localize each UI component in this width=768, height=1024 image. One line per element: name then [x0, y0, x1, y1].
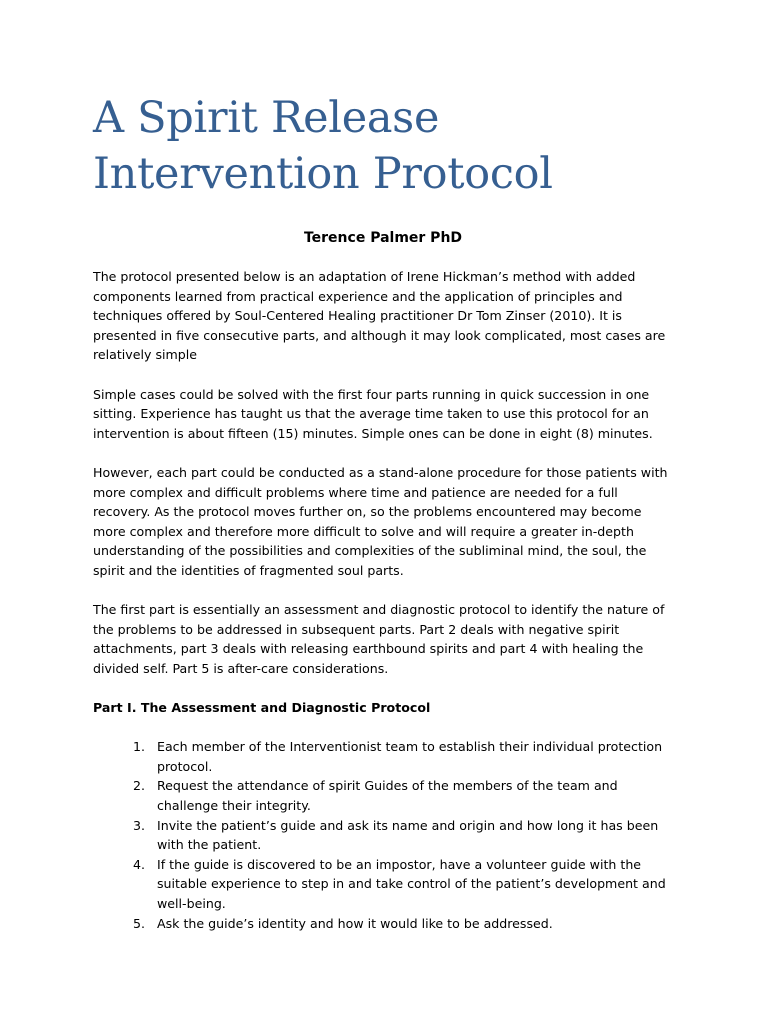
list-item-text: Ask the guide’s identity and how it would like to be addressed. [157, 915, 553, 931]
title-line-1: A Spirit Release [93, 93, 440, 143]
list-item-number: 5. [133, 915, 146, 931]
paragraph-simple-cases: Simple cases could be solved with the first four parts running in quick succession in one sitting. Experience has taught us that the average time taken to use this protocol for an intervention is about fifteen (15) minutes. Simple ones can be done in eight (8) minutes. [93, 386, 653, 441]
section-heading: Part I. The Assessment and Diagnostic Protocol [93, 700, 431, 716]
list-item [93, 776, 673, 815]
list-item [93, 914, 673, 934]
paragraph-complex-cases: However, each part could be conducted as a stand-alone procedure for those patients with more complex and difficult problems where time and patience are needed for a full recovery. As the protocol moves further on, so the problems encountered may become more complex and therefore more difficult to solve and will require a greater in-depth understanding of the possibilities and complexities of the subliminal mind, the soul, the spirit and the identities of fragmented soul parts. [93, 464, 668, 578]
list-item-text: Each member of the Interventionist team to establish their individual protection protocol. [157, 739, 663, 774]
list-item [93, 737, 673, 776]
list-item [93, 855, 673, 914]
title-line-2: Intervention Protocol [93, 149, 553, 199]
author-name: Terence Palmer PhD [303, 230, 463, 246]
list-item-text: If the guide is discovered to be an impostor, have a volunteer guide with the suitable experience to step in and take control of the patient’s development and well-being. [157, 856, 666, 911]
list-item-text: Invite the patient’s guide and ask its name and origin and how long it has been with the patient. [157, 817, 659, 853]
paragraph-parts-overview: The first part is essentially an assessment and diagnostic protocol to identify the nature of the problems to be addressed in subsequent parts. Part 2 deals with negative spirit attachments, part 3 deals with releasing earthbound spirits and part 4 with healing the divided self. Part 5 is after-care considerations. [93, 602, 665, 676]
list-item-number: 1. [133, 739, 146, 755]
list-item-text: Request the attendance of spirit Guides of the members of the team and challenge their integrity. [157, 778, 618, 814]
protocol-steps-list [93, 737, 673, 933]
document-page [93, 0, 673, 933]
list-item-number: 3. [133, 817, 146, 833]
list-item-number: 4. [133, 856, 146, 872]
list-item-number: 2. [133, 778, 146, 794]
list-item [93, 816, 673, 855]
document-title [93, 0, 673, 202]
paragraph-intro: The protocol presented below is an adaptation of Irene Hickman’s method with added components learned from practical experience and the application of principles and techniques offered by Soul-Centered Healing practitioner Dr Tom Zinser (2010). It is presented in five consecutive parts, and although it may look complicated, most cases are relatively simple [93, 269, 666, 363]
